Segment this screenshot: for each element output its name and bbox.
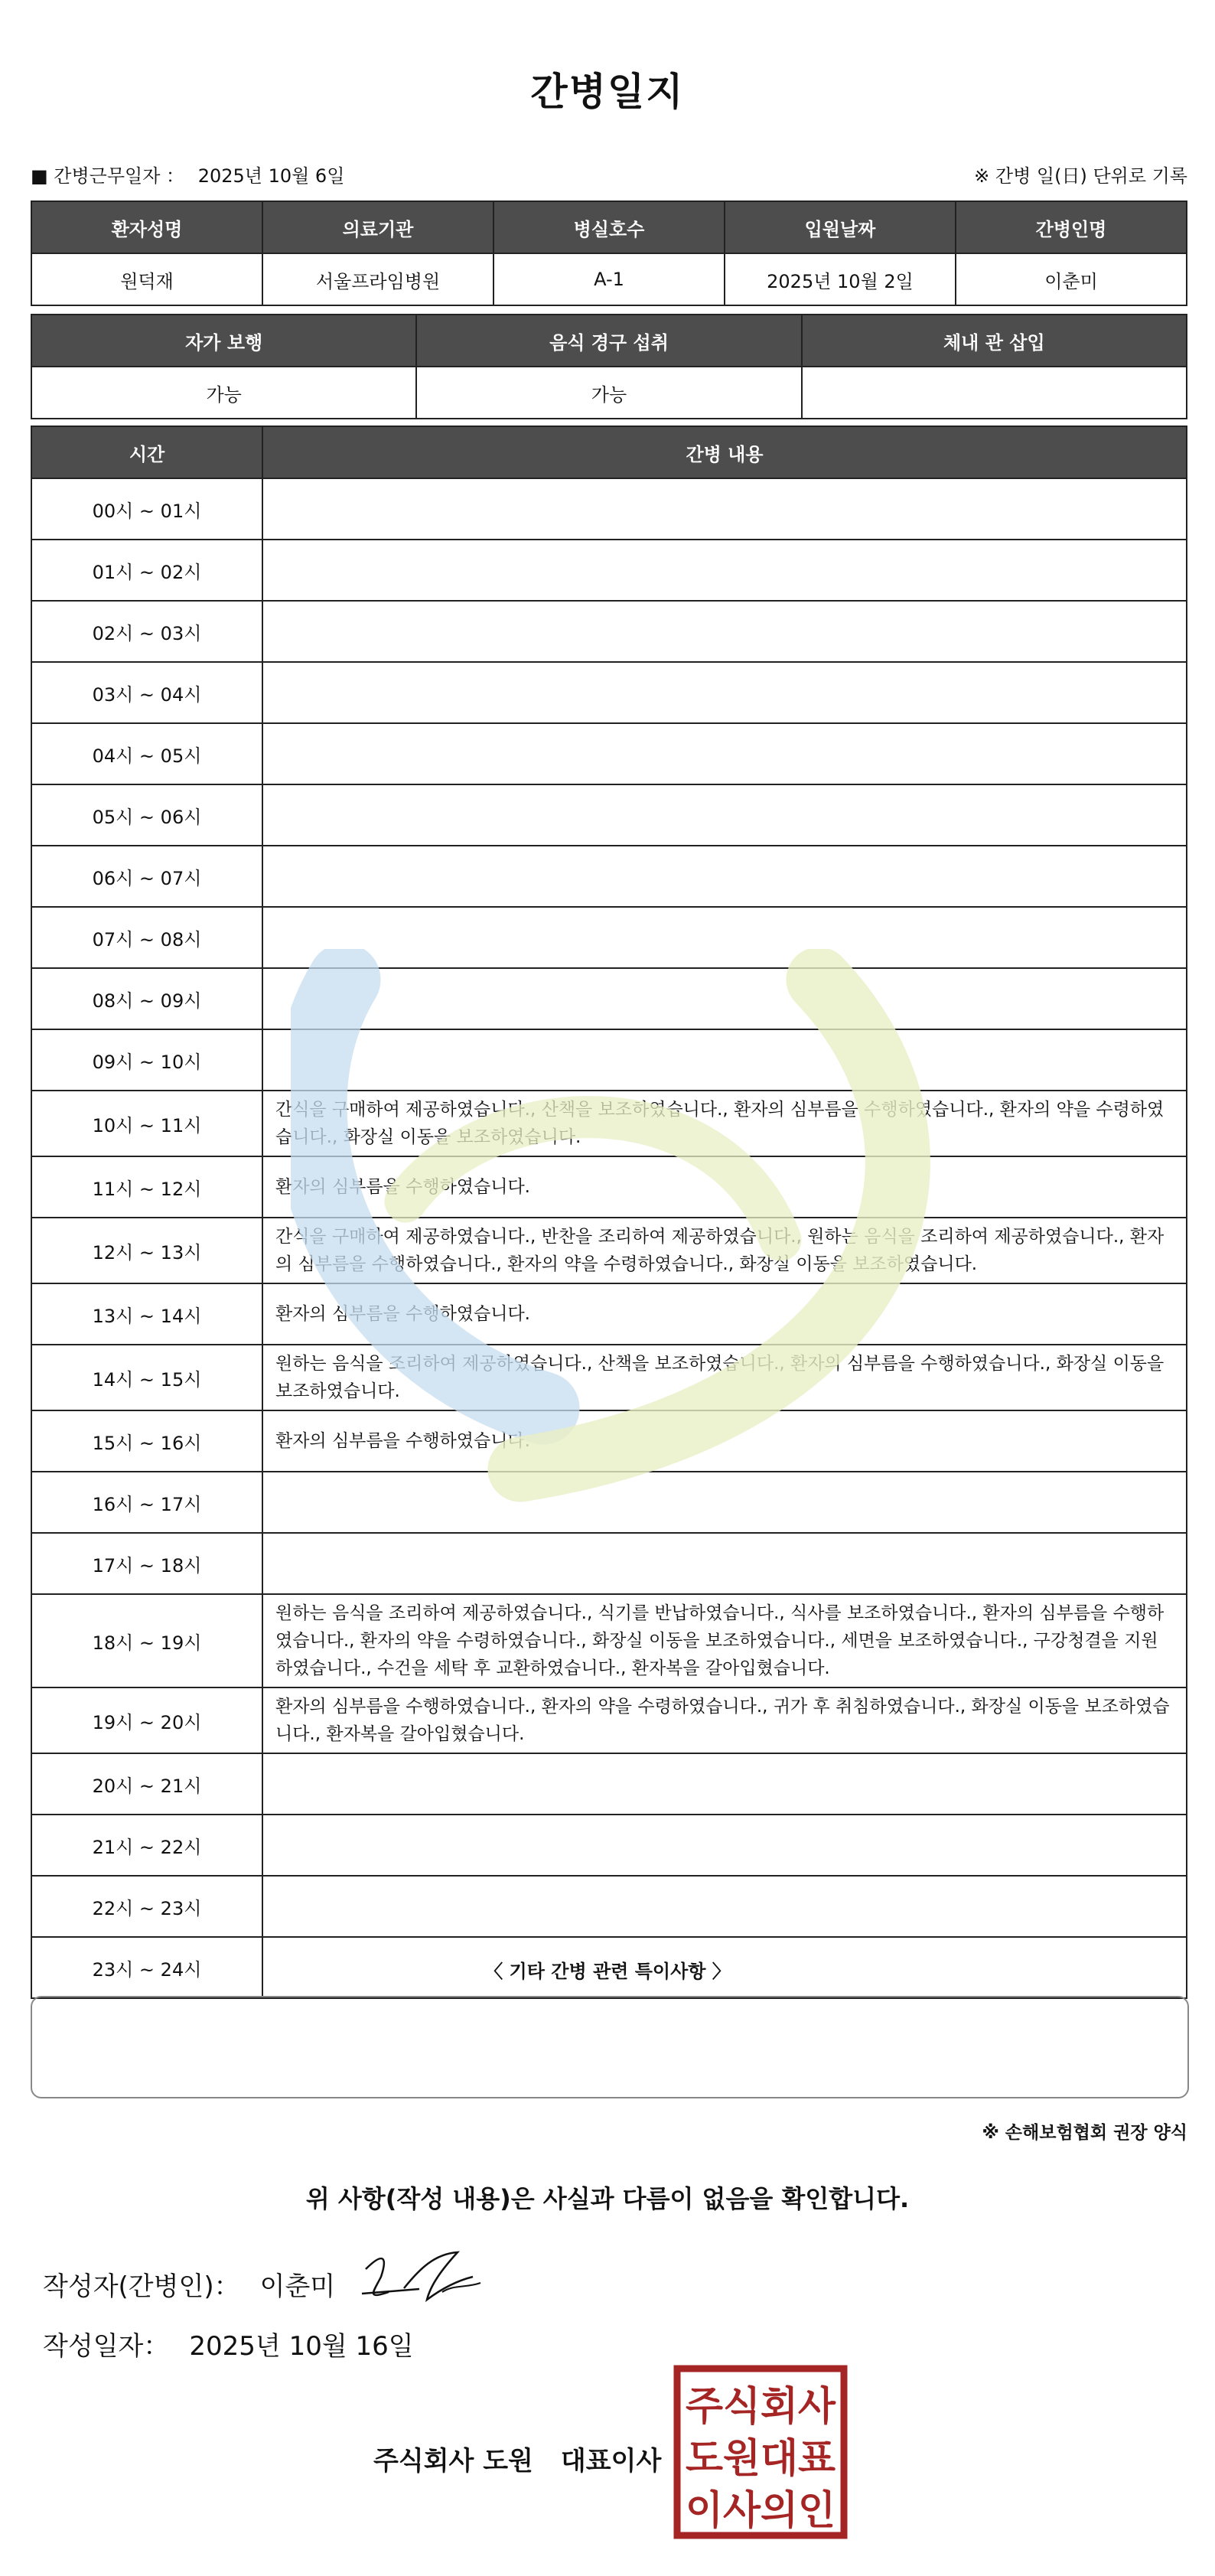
admission-date-value: 2025년 10월 2일: [725, 253, 956, 305]
care-content-cell: [262, 540, 1187, 601]
hospital-value: 서울프라임병원: [262, 253, 493, 305]
care-log-table: [31, 426, 1187, 1999]
writer-line: [43, 2265, 335, 2303]
writer-label: 작성자(간병인)：: [43, 2271, 240, 2302]
time-slot-cell: 12시 ~ 13시: [31, 1218, 262, 1283]
company-role: 대표이사: [560, 2446, 662, 2477]
patient-info-header-row: [31, 201, 1187, 253]
table-row: [31, 1091, 1187, 1156]
confirmation-statement: 위 사항(작성 내용)은 사실과 다름이 없음을 확인합니다.: [305, 2184, 910, 2213]
table-row: [31, 1345, 1187, 1410]
room-number-header: 병실호수: [493, 201, 725, 253]
care-content-cell: 환자의 심부름을 수행하였습니다.: [262, 1156, 1187, 1218]
patient-info-value-row: [31, 253, 1187, 305]
table-row: [31, 662, 1187, 723]
care-log-body: [31, 478, 1187, 1998]
writer-name: 이춘미: [259, 2271, 336, 2302]
table-row: [31, 1472, 1187, 1533]
time-slot-cell: 15시 ~ 16시: [31, 1410, 262, 1472]
care-content-cell: 환자의 심부름을 수행하였습니다., 환자의 약을 수령하였습니다., 귀가 후 취침하였습니다., 화장실 이동을 보조하였습니다., 환자복을 갈아입혔습니다.: [262, 1687, 1187, 1753]
table-row: [31, 1156, 1187, 1218]
care-log-header-row: [31, 426, 1187, 478]
company-seal-stamp: [673, 2365, 848, 2539]
care-content-cell: [262, 1876, 1187, 1937]
time-slot-cell: 21시 ~ 22시: [31, 1815, 262, 1876]
table-row: [31, 784, 1187, 846]
time-slot-cell: 17시 ~ 18시: [31, 1533, 262, 1594]
time-slot-cell: 22시 ~ 23시: [31, 1876, 262, 1937]
care-content-cell: [262, 784, 1187, 846]
self-walking-value: 가능: [31, 367, 416, 419]
write-date-label: 작성일자：: [43, 2331, 170, 2362]
table-row: [31, 540, 1187, 601]
care-content-cell: [262, 907, 1187, 968]
tube-insertion-header: 체내 관 삽입: [802, 315, 1187, 367]
hospital-header: 의료기관: [262, 201, 493, 253]
care-content-cell: [262, 1753, 1187, 1815]
ability-header-row: [31, 315, 1187, 367]
care-content-cell: [262, 1472, 1187, 1533]
table-row: [31, 1533, 1187, 1594]
care-content-cell: [262, 1533, 1187, 1594]
care-content-cell: 환자의 심부름을 수행하였습니다.: [262, 1410, 1187, 1472]
table-row: [31, 1594, 1187, 1687]
self-walking-header: 자가 보행: [31, 315, 416, 367]
table-row: [31, 846, 1187, 907]
care-content-header: 간병 내용: [262, 426, 1187, 478]
table-row: [31, 1687, 1187, 1753]
admission-date-header: 입원날짜: [725, 201, 956, 253]
table-row: [31, 1218, 1187, 1283]
care-content-cell: [262, 601, 1187, 662]
time-slot-cell: 19시 ~ 20시: [31, 1687, 262, 1753]
time-slot-cell: 18시 ~ 19시: [31, 1594, 262, 1687]
time-slot-cell: 07시 ~ 08시: [31, 907, 262, 968]
write-date-value: 2025년 10월 16일: [189, 2331, 414, 2362]
time-slot-cell: 20시 ~ 21시: [31, 1753, 262, 1815]
care-content-cell: [262, 968, 1187, 1029]
special-notes-title: 〈 기타 간병 관련 특이사항 〉: [484, 1961, 731, 1982]
svg-text:주식회사: 주식회사: [686, 2384, 836, 2430]
care-content-cell: [262, 662, 1187, 723]
ability-table: [31, 314, 1187, 419]
care-content-cell: [262, 846, 1187, 907]
time-slot-cell: 23시 ~ 24시: [31, 1937, 262, 1998]
care-content-cell: 환자의 심부름을 수행하였습니다.: [262, 1283, 1187, 1345]
duty-date-value: 2025년 10월 6일: [197, 165, 345, 187]
care-content-cell: 간식을 구매하여 제공하였습니다., 산책을 보조하였습니다., 환자의 심부름을 수행하였습니다., 환자의 약을 수령하였습니다., 화장실 이동을 보조하였습니다.: [262, 1091, 1187, 1156]
ability-value-row: [31, 367, 1187, 419]
care-content-cell: [262, 1815, 1187, 1876]
care-content-cell: 간식을 구매하여 제공하였습니다., 반찬을 조리하여 제공하였습니다., 원하는 음식을 조리하여 제공하였습니다., 환자의 심부름을 수행하였습니다., 환자의 약을 수령하였습니다., 화장실 이동을 보조하였습니다.: [262, 1218, 1187, 1283]
duty-date-label: ■ 간병근무일자 ：: [31, 165, 185, 187]
time-slot-cell: 00시 ~ 01시: [31, 478, 262, 540]
unit-note: ※ 간병 일(日) 단위로 기록: [974, 165, 1187, 187]
svg-text:이사의인: 이사의인: [686, 2488, 836, 2534]
recommend-note: ※ 손해보험협회 권장 양식: [982, 2123, 1187, 2143]
caregiver-name-header: 간병인명: [956, 201, 1187, 253]
table-row: [31, 968, 1187, 1029]
time-slot-cell: 01시 ~ 02시: [31, 540, 262, 601]
table-row: [31, 601, 1187, 662]
time-slot-cell: 09시 ~ 10시: [31, 1029, 262, 1091]
duty-date-line: [31, 161, 344, 187]
time-header: 시간: [31, 426, 262, 478]
table-row: [31, 1876, 1187, 1937]
time-slot-cell: 11시 ~ 12시: [31, 1156, 262, 1218]
care-content-cell: 원하는 음식을 조리하여 제공하였습니다., 산책을 보조하였습니다., 환자의 심부름을 수행하였습니다., 화장실 이동을 보조하였습니다.: [262, 1345, 1187, 1410]
patient-name-value: 원덕재: [31, 253, 262, 305]
time-slot-cell: 14시 ~ 15시: [31, 1345, 262, 1410]
caregiver-name-value: 이춘미: [956, 253, 1187, 305]
table-row: [31, 907, 1187, 968]
write-date-line: [43, 2325, 414, 2362]
table-row: [31, 478, 1187, 540]
time-slot-cell: 04시 ~ 05시: [31, 723, 262, 784]
room-number-value: A-1: [493, 253, 725, 305]
time-slot-cell: 05시 ~ 06시: [31, 784, 262, 846]
document-title: 간병일지: [530, 70, 685, 114]
special-notes-box: [31, 1996, 1189, 2098]
time-slot-cell: 08시 ~ 09시: [31, 968, 262, 1029]
table-row: [31, 1815, 1187, 1876]
table-row: [31, 1410, 1187, 1472]
time-slot-cell: 02시 ~ 03시: [31, 601, 262, 662]
care-content-cell: [262, 1029, 1187, 1091]
time-slot-cell: 10시 ~ 11시: [31, 1091, 262, 1156]
company-line: [373, 2440, 661, 2477]
patient-info-table: [31, 201, 1187, 306]
time-slot-cell: 13시 ~ 14시: [31, 1283, 262, 1345]
care-content-cell: [262, 478, 1187, 540]
time-slot-cell: 16시 ~ 17시: [31, 1472, 262, 1533]
table-row: [31, 1029, 1187, 1091]
handwritten-signature: [358, 2246, 488, 2315]
table-row: [31, 1283, 1187, 1345]
care-content-cell: 원하는 음식을 조리하여 제공하였습니다., 식기를 반납하였습니다., 식사를 보조하였습니다., 환자의 심부름을 수행하였습니다., 환자의 약을 수령하였습니다., 화장실 이동을 보조하였습니다., 세면을 보조하였습니다., 구강청결을 지원하였습니다., 수건을 세탁 후 교환하였습니다., 환자복을 갈아입혔습니다.: [262, 1594, 1187, 1687]
table-row: [31, 723, 1187, 784]
time-slot-cell: 06시 ~ 07시: [31, 846, 262, 907]
care-content-cell: [262, 723, 1187, 784]
oral-intake-value: 가능: [416, 367, 801, 419]
patient-name-header: 환자성명: [31, 201, 262, 253]
svg-text:도원대표: 도원대표: [686, 2436, 836, 2482]
table-row: [31, 1753, 1187, 1815]
time-slot-cell: 03시 ~ 04시: [31, 662, 262, 723]
company-name: 주식회사 도원: [373, 2446, 533, 2477]
oral-intake-header: 음식 경구 섭취: [416, 315, 801, 367]
tube-insertion-value: [802, 367, 1187, 419]
